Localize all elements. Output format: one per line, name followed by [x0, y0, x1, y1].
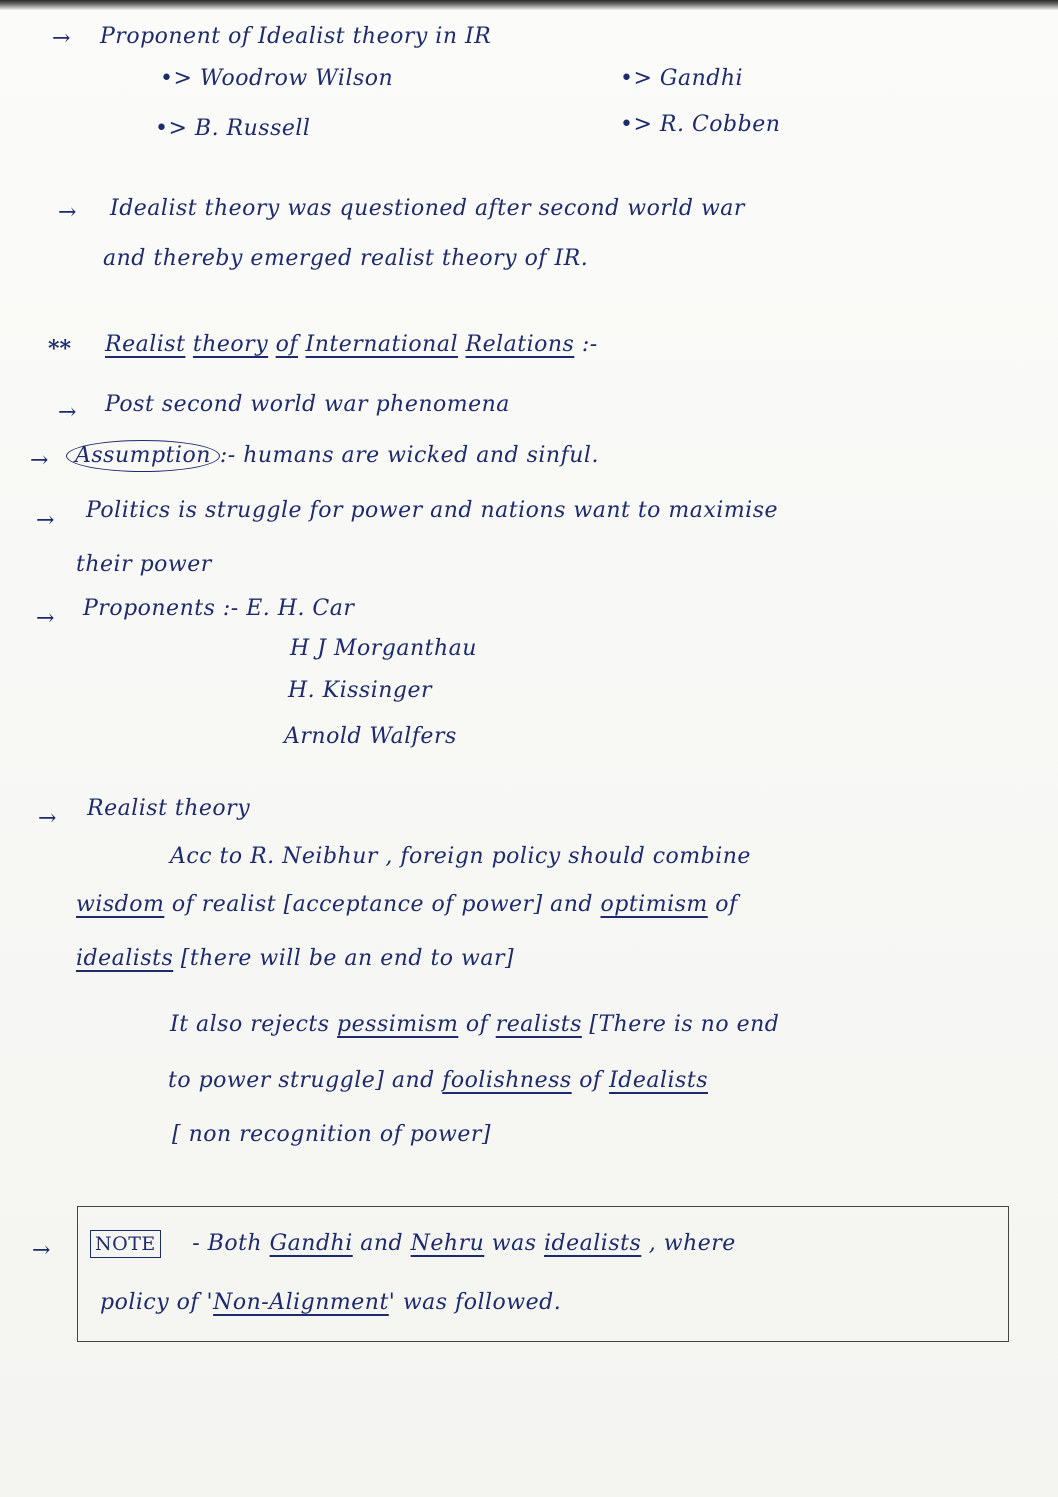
- text-span: ' was followed.: [388, 1290, 562, 1315]
- word-non-alignment: Non-Alignment: [213, 1290, 389, 1315]
- assumption-text: :- humans are wicked and sinful.: [219, 443, 599, 468]
- word-realists: realists: [495, 1012, 582, 1037]
- proponent-russell: •> B. Russell: [155, 116, 311, 141]
- heading-word: International: [305, 332, 458, 357]
- text-span: of: [465, 1012, 489, 1037]
- word-gandhi: Gandhi: [269, 1231, 353, 1256]
- idealist-heading: Proponent of Idealist theory in IR: [100, 24, 492, 49]
- text-span: It also rejects: [170, 1012, 330, 1037]
- note-line1: [90, 1230, 736, 1258]
- proponent-wilson: •> Woodrow Wilson: [160, 66, 394, 91]
- word-idealists: idealists: [544, 1231, 642, 1256]
- proponent-walfers: Arnold Walfers: [284, 724, 457, 749]
- text-span: of: [715, 892, 738, 917]
- proponent-gandhi: •> Gandhi: [620, 66, 744, 91]
- theory-line5: [168, 1068, 708, 1093]
- realist-assumption: [66, 440, 599, 472]
- idealist-questioned-line2: and thereby emerged realist theory of IR.: [103, 246, 589, 271]
- theory-line2: [76, 892, 738, 917]
- assumption-label: Assumption: [66, 440, 220, 472]
- word-idealists: idealists: [76, 946, 174, 971]
- bullet-arrow: →: [52, 26, 71, 51]
- bullet-arrow: →: [36, 606, 55, 631]
- word-idealists: Idealists: [609, 1068, 708, 1093]
- proponent-kissinger: H. Kissinger: [288, 678, 433, 703]
- text-span: of: [579, 1068, 602, 1093]
- bullet-arrow: →: [58, 200, 77, 225]
- proponent-morganthau: H J Morganthau: [290, 636, 477, 661]
- heading-word: theory: [192, 332, 269, 357]
- idealist-questioned-line1: Idealist theory was questioned after second world war: [110, 196, 745, 221]
- heading-word: Realist: [105, 332, 186, 357]
- theory-line3: [76, 946, 514, 971]
- realist-theory-heading: Realist theory: [87, 796, 251, 821]
- realist-post-war: Post second world war phenomena: [105, 392, 510, 417]
- text-span: policy of ': [100, 1290, 214, 1315]
- bullet-arrow: →: [38, 806, 57, 831]
- heading-word: of: [275, 332, 299, 357]
- page-top-edge: [0, 0, 1058, 10]
- realist-proponents: Proponents :- E. H. Car: [83, 596, 355, 621]
- text-span: was: [491, 1231, 537, 1256]
- bullet-arrow: →: [58, 400, 77, 425]
- word-wisdom: wisdom: [76, 892, 165, 917]
- text-span: and: [360, 1231, 404, 1256]
- proponent-cobben: •> R. Cobben: [620, 112, 781, 137]
- text-span: [There is no end: [589, 1012, 780, 1037]
- note-line2: [100, 1290, 561, 1315]
- heading-word: Relations: [465, 332, 575, 357]
- bullet-arrow: →: [36, 508, 55, 533]
- heading-colon: :-: [581, 332, 598, 357]
- word-nehru: Nehru: [410, 1231, 485, 1256]
- section-stars: **: [48, 336, 72, 362]
- text-span: , where: [648, 1231, 736, 1256]
- word-optimism: optimism: [600, 892, 708, 917]
- text-span: - Both: [192, 1231, 263, 1256]
- note-box: [77, 1206, 1009, 1342]
- bullet-arrow: →: [30, 448, 49, 473]
- realist-politics-line2: their power: [76, 552, 212, 577]
- theory-line1: Acc to R. Neibhur , foreign policy should combine: [170, 844, 751, 869]
- realist-politics-line1: Politics is struggle for power and nations want to maximise: [86, 498, 779, 523]
- bullet-arrow: →: [32, 1238, 51, 1263]
- note-tag: NOTE: [90, 1230, 161, 1258]
- word-pessimism: pessimism: [337, 1012, 459, 1037]
- text-span: to power struggle] and: [168, 1068, 435, 1093]
- text-span: [there will be an end to war]: [180, 946, 515, 971]
- realist-heading: [105, 332, 598, 357]
- theory-line6: [ non recognition of power]: [172, 1122, 491, 1147]
- text-span: of realist [acceptance of power] and: [171, 892, 594, 917]
- theory-line4: [170, 1012, 779, 1037]
- word-foolishness: foolishness: [442, 1068, 572, 1093]
